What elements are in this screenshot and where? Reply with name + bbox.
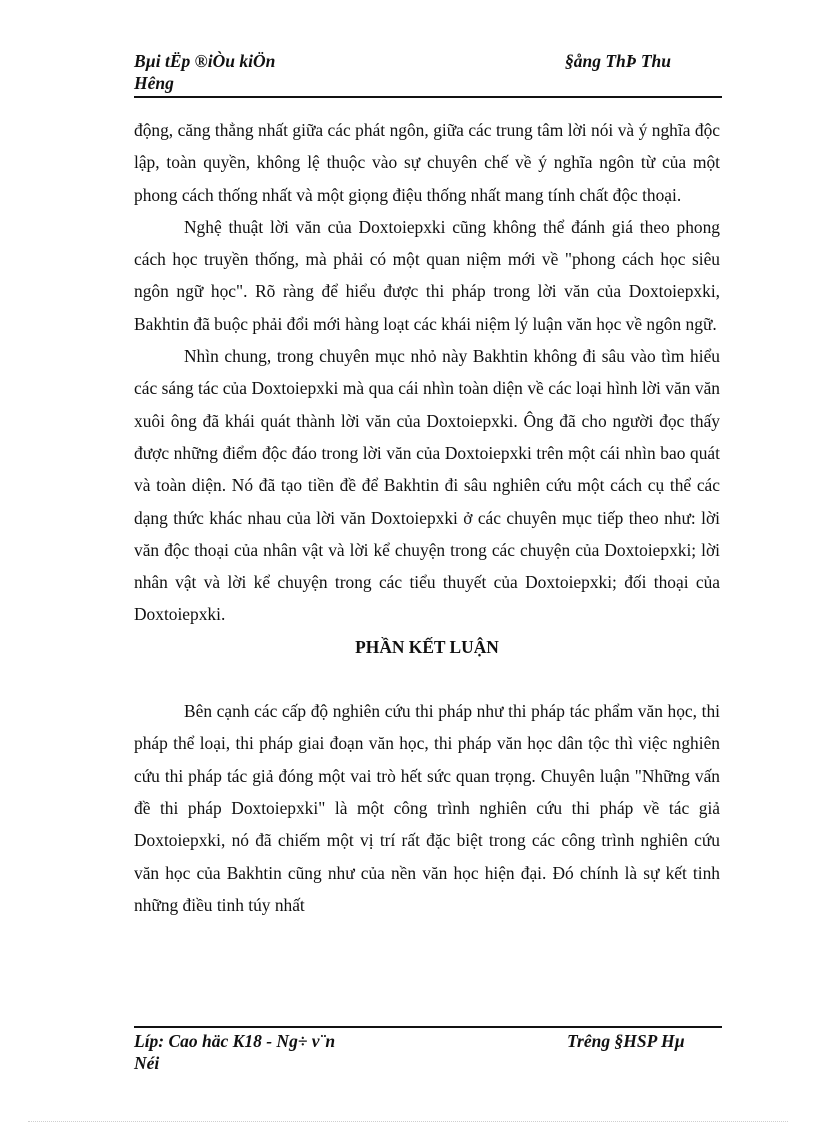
section-heading: PHẦN KẾT LUẬN xyxy=(355,636,499,657)
section-spacer xyxy=(134,663,720,695)
header-title-line-1: Bµi tËp ®iÒu kiÖn xyxy=(134,51,276,71)
header-title-line-2: Hêng xyxy=(134,73,174,93)
paragraph-overview: Nhìn chung, trong chuyên mục nhỏ này Bakhtin không đi sâu vào tìm hiểu các sáng tác của Doxtoiepxki mà qua cái nhìn toàn diện về các loại hình lời văn văn xuôi ông đã khái quát thành lời văn của Doxtoiepxki. Ông đã cho người đọc thấy được những điểm độc đáo trong lời văn của Doxtoiepxki trên một cái nhìn bao quát và toàn diện. Nó đã tạo tiền đề để Bakhtin đi sâu nghiên cứu một cách cụ thể các dạng thức khác nhau của lời văn Doxtoiepxki ở các chuyên mục tiếp theo như: lời văn độc thoại của nhân vật và lời kể chuyện trong các chuyện của Doxtoiepxki; lời nhân vật và lời kể chuyện trong các tiểu thuyết của Doxtoiepxki; đối thoại của Doxtoiepxki. xyxy=(134,346,720,625)
page-header xyxy=(134,50,722,98)
header-author: §ång ThÞ Thu xyxy=(565,51,671,71)
footer-school: Trêng §HSP Hµ xyxy=(567,1031,685,1051)
footer-rule xyxy=(134,1026,722,1028)
header-rule xyxy=(134,96,722,98)
document-body xyxy=(134,114,720,921)
footer-class-line-1: Líp: Cao häc K18 - Ng÷ v¨n xyxy=(134,1031,336,1051)
paragraph-continued: động, căng thẳng nhất giữa các phát ngôn, giữa các trung tâm lời nói và ý nghĩa độc lập, toàn quyền, không lệ thuộc vào sự chuyên chế về ý nghĩa ngôn từ của một phong cách thống nhất và một giọng điệu thống nhất mang tính chất độc thoại. xyxy=(134,120,720,205)
page-edge-divider xyxy=(28,1121,788,1122)
header-left xyxy=(134,50,275,94)
paragraph-conclusion: Bên cạnh các cấp độ nghiên cứu thi pháp như thi pháp tác phẩm văn học, thi pháp thể loại, thi pháp giai đoạn văn học, thi pháp văn học dân tộc thì việc nghiên cứu thi pháp tác giả đóng một vai trò hết sức quan trọng. Chuyên luận "Những vấn đề thi pháp Doxtoiepxki" là một công trình nghiên cứu thi pháp về tác giả Doxtoiepxki, nó đã chiếm một vị trí rất đặc biệt trong các công trình nghiên cứu văn học của Bakhtin cũng như của nền văn học hiện đại. Đó chính là sự kết tinh những điều tinh túy nhất xyxy=(134,701,720,915)
footer-left xyxy=(134,1030,335,1074)
footer-class-line-2: Néi xyxy=(134,1053,160,1073)
page-footer xyxy=(134,1030,722,1078)
paragraph-art-of-language: Nghệ thuật lời văn của Doxtoiepxki cũng không thể đánh giá theo phong cách học truyền thống, mà phải có một quan niệm mới về "phong cách học siêu ngôn ngữ học". Rõ ràng để hiểu được thi pháp trong lời văn của Doxtoiepxki, Bakhtin đã buộc phải đổi mới hàng loạt các khái niệm lý luận văn học về ngôn ngữ. xyxy=(134,216,720,334)
